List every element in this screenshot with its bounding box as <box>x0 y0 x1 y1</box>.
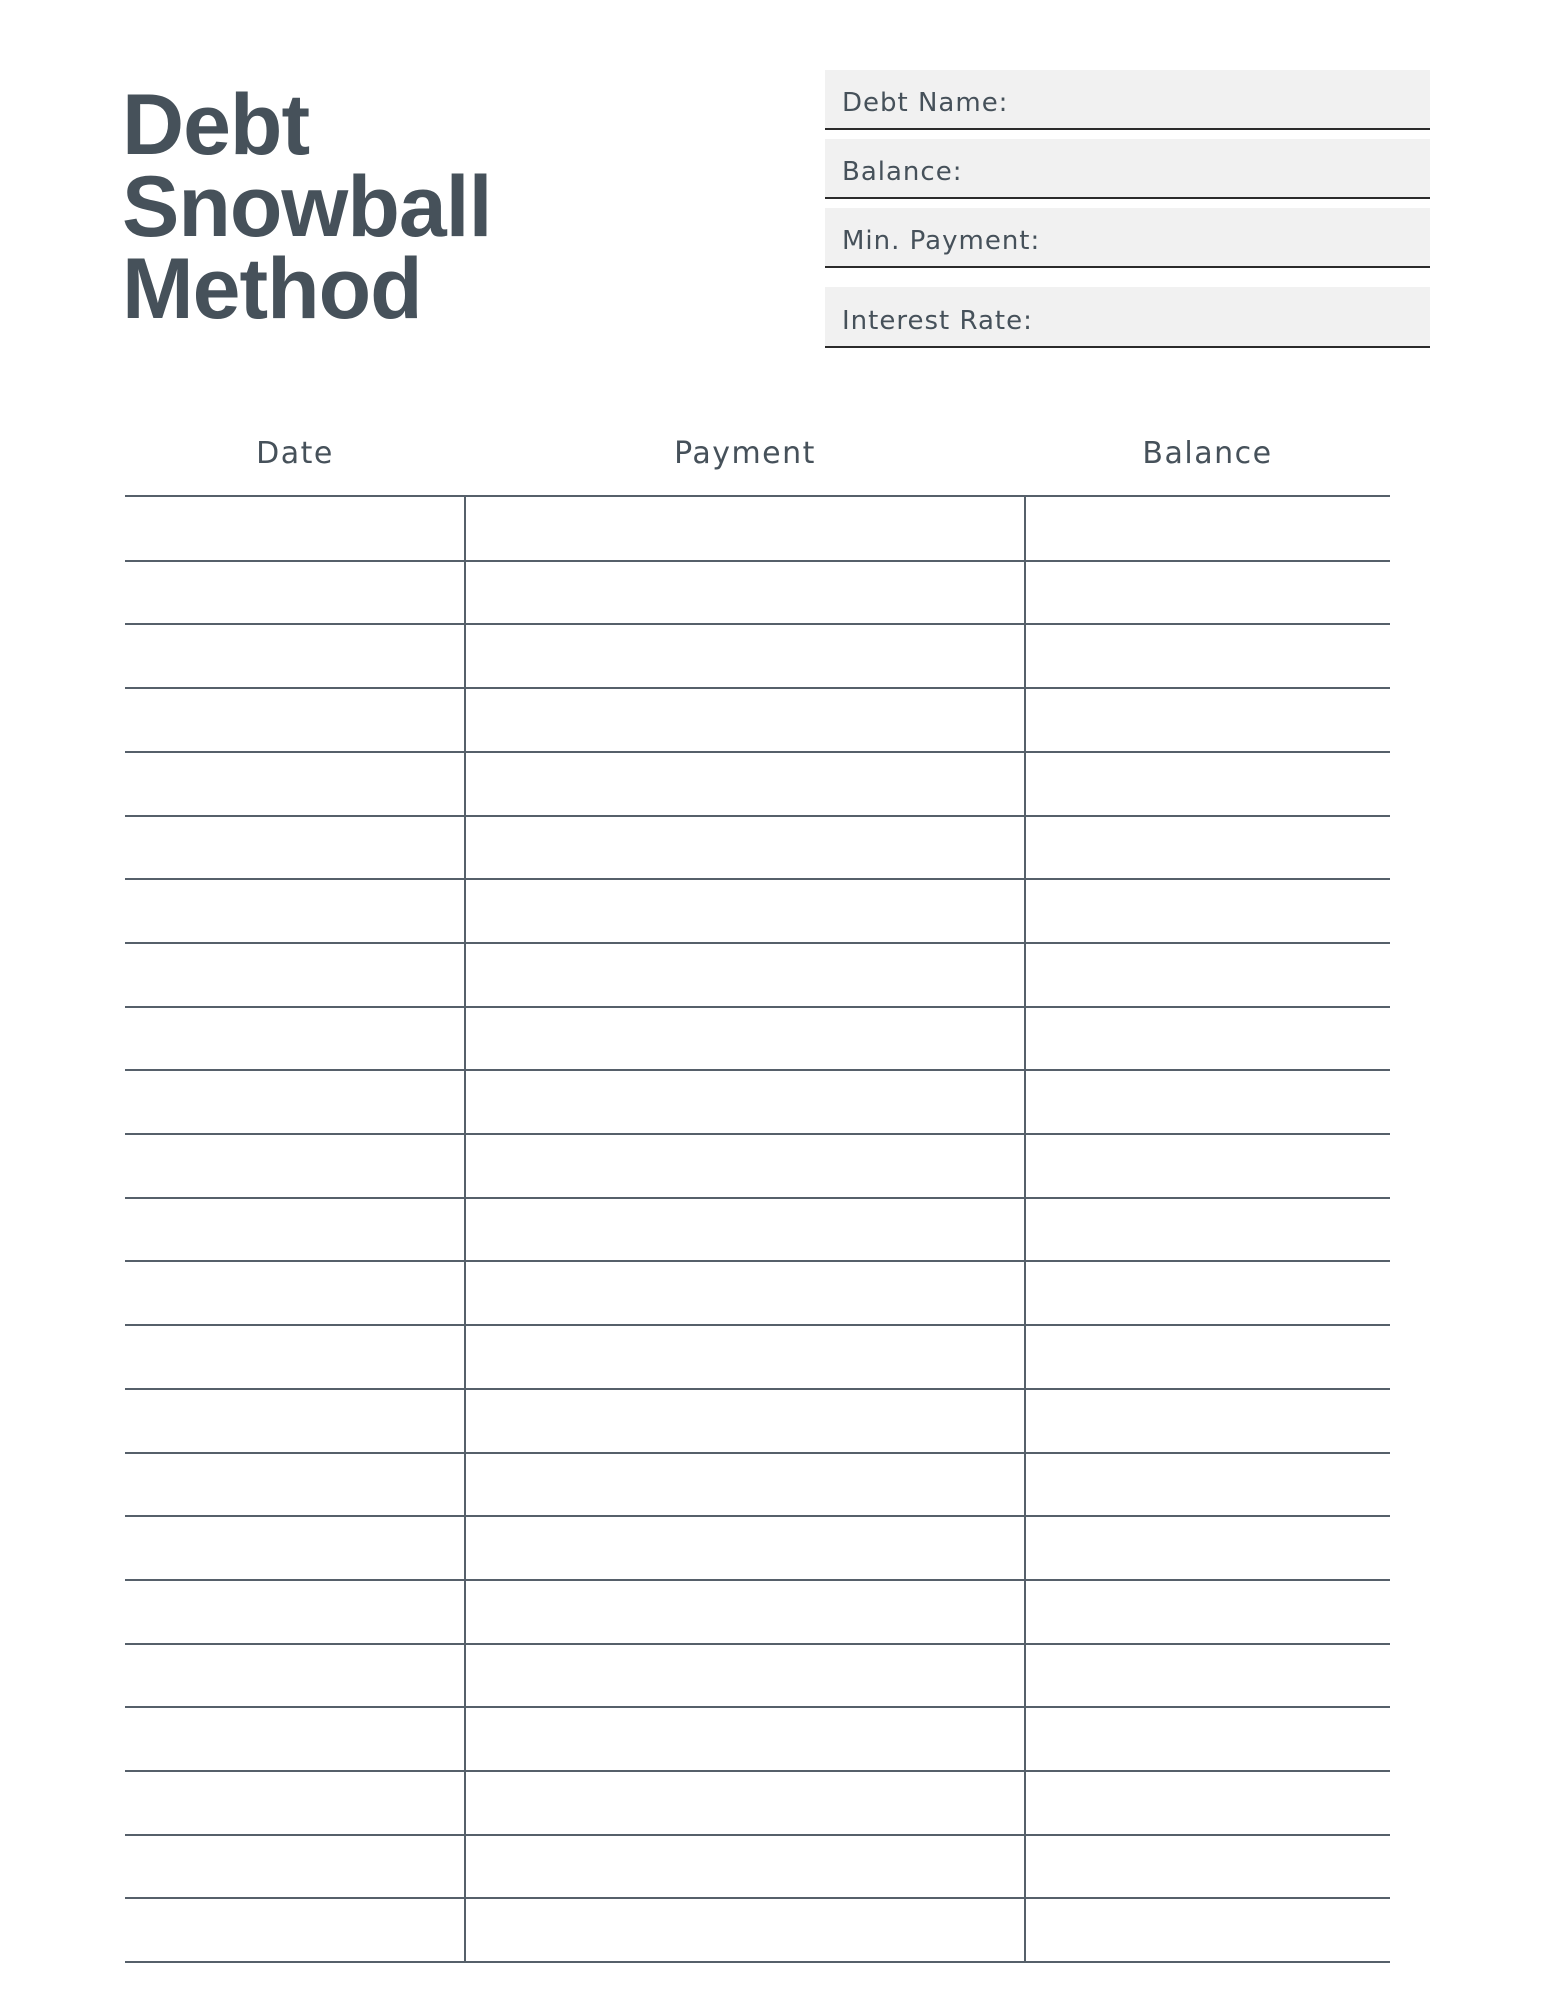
payment-ledger-table <box>125 495 1390 1961</box>
table-cell-date[interactable] <box>125 1707 465 1768</box>
table-cell-payment[interactable] <box>465 1898 1025 1959</box>
table-cell-payment[interactable] <box>465 497 1025 558</box>
table-cell-payment[interactable] <box>465 879 1025 940</box>
table-cell-payment[interactable] <box>465 561 1025 622</box>
table-cell-payment[interactable] <box>465 1835 1025 1896</box>
table-cell-balance[interactable] <box>1025 1644 1390 1705</box>
table-cell-date[interactable] <box>125 879 465 940</box>
table-cell-date[interactable] <box>125 624 465 685</box>
table-cell-balance[interactable] <box>1025 816 1390 877</box>
table-cell-date[interactable] <box>125 1198 465 1259</box>
table-cell-date[interactable] <box>125 1070 465 1131</box>
min-payment-label: Min. Payment: <box>842 226 1041 256</box>
table-cell-payment[interactable] <box>465 1516 1025 1577</box>
table-cell-payment[interactable] <box>465 688 1025 749</box>
table-cell-date[interactable] <box>125 1134 465 1195</box>
table-cell-balance[interactable] <box>1025 752 1390 813</box>
min-payment-field[interactable] <box>825 208 1430 268</box>
balance-label: Balance: <box>842 157 963 187</box>
table-cell-payment[interactable] <box>465 1580 1025 1641</box>
table-cell-payment[interactable] <box>465 1389 1025 1450</box>
balance-field[interactable] <box>825 139 1430 199</box>
table-cell-payment[interactable] <box>465 1007 1025 1068</box>
column-header-balance: Balance <box>1142 436 1273 471</box>
table-cell-balance[interactable] <box>1025 1580 1390 1641</box>
table-cell-date[interactable] <box>125 752 465 813</box>
table-cell-payment[interactable] <box>465 1261 1025 1322</box>
table-cell-payment[interactable] <box>465 1707 1025 1768</box>
table-cell-date[interactable] <box>125 1771 465 1832</box>
table-cell-payment[interactable] <box>465 1198 1025 1259</box>
table-cell-date[interactable] <box>125 1644 465 1705</box>
table-cell-balance[interactable] <box>1025 1070 1390 1131</box>
table-cell-balance[interactable] <box>1025 879 1390 940</box>
table-cell-balance[interactable] <box>1025 1835 1390 1896</box>
table-cell-date[interactable] <box>125 1261 465 1322</box>
table-cell-date[interactable] <box>125 816 465 877</box>
table-cell-date[interactable] <box>125 1516 465 1577</box>
table-cell-date[interactable] <box>125 561 465 622</box>
table-cell-date[interactable] <box>125 1835 465 1896</box>
table-cell-date[interactable] <box>125 497 465 558</box>
table-cell-balance[interactable] <box>1025 624 1390 685</box>
table-cell-date[interactable] <box>125 1389 465 1450</box>
table-cell-balance[interactable] <box>1025 1898 1390 1959</box>
title-line-1: Debt <box>122 77 310 173</box>
table-cell-payment[interactable] <box>465 1134 1025 1195</box>
table-cell-balance[interactable] <box>1025 1325 1390 1386</box>
table-cell-balance[interactable] <box>1025 1261 1390 1322</box>
table-cell-payment[interactable] <box>465 1070 1025 1131</box>
interest-rate-label: Interest Rate: <box>842 306 1033 336</box>
table-cell-payment[interactable] <box>465 752 1025 813</box>
table-cell-balance[interactable] <box>1025 1134 1390 1195</box>
table-cell-balance[interactable] <box>1025 1007 1390 1068</box>
debt-name-field[interactable] <box>825 70 1430 130</box>
table-cell-balance[interactable] <box>1025 1453 1390 1514</box>
table-cell-balance[interactable] <box>1025 1389 1390 1450</box>
table-cell-balance[interactable] <box>1025 688 1390 749</box>
table-cell-date[interactable] <box>125 943 465 1004</box>
page-title <box>122 77 492 337</box>
table-cell-date[interactable] <box>125 1898 465 1959</box>
table-cell-balance[interactable] <box>1025 561 1390 622</box>
debt-name-label: Debt Name: <box>842 88 1009 118</box>
table-row-rule <box>125 1961 1390 1963</box>
table-cell-balance[interactable] <box>1025 1516 1390 1577</box>
title-line-2: Snowball <box>122 159 492 255</box>
table-cell-payment[interactable] <box>465 816 1025 877</box>
table-cell-balance[interactable] <box>1025 1771 1390 1832</box>
table-cell-balance[interactable] <box>1025 943 1390 1004</box>
table-cell-payment[interactable] <box>465 943 1025 1004</box>
table-cell-payment[interactable] <box>465 1644 1025 1705</box>
table-cell-payment[interactable] <box>465 1453 1025 1514</box>
column-header-date: Date <box>256 436 334 471</box>
table-cell-date[interactable] <box>125 1007 465 1068</box>
table-cell-balance[interactable] <box>1025 1707 1390 1768</box>
table-cell-date[interactable] <box>125 1580 465 1641</box>
table-cell-payment[interactable] <box>465 624 1025 685</box>
table-cell-payment[interactable] <box>465 1325 1025 1386</box>
table-cell-date[interactable] <box>125 688 465 749</box>
table-cell-balance[interactable] <box>1025 1198 1390 1259</box>
column-header-payment: Payment <box>674 436 816 471</box>
title-line-3: Method <box>122 241 422 337</box>
table-cell-payment[interactable] <box>465 1771 1025 1832</box>
interest-rate-field[interactable] <box>825 287 1430 348</box>
table-cell-date[interactable] <box>125 1325 465 1386</box>
table-cell-balance[interactable] <box>1025 497 1390 558</box>
table-cell-date[interactable] <box>125 1453 465 1514</box>
